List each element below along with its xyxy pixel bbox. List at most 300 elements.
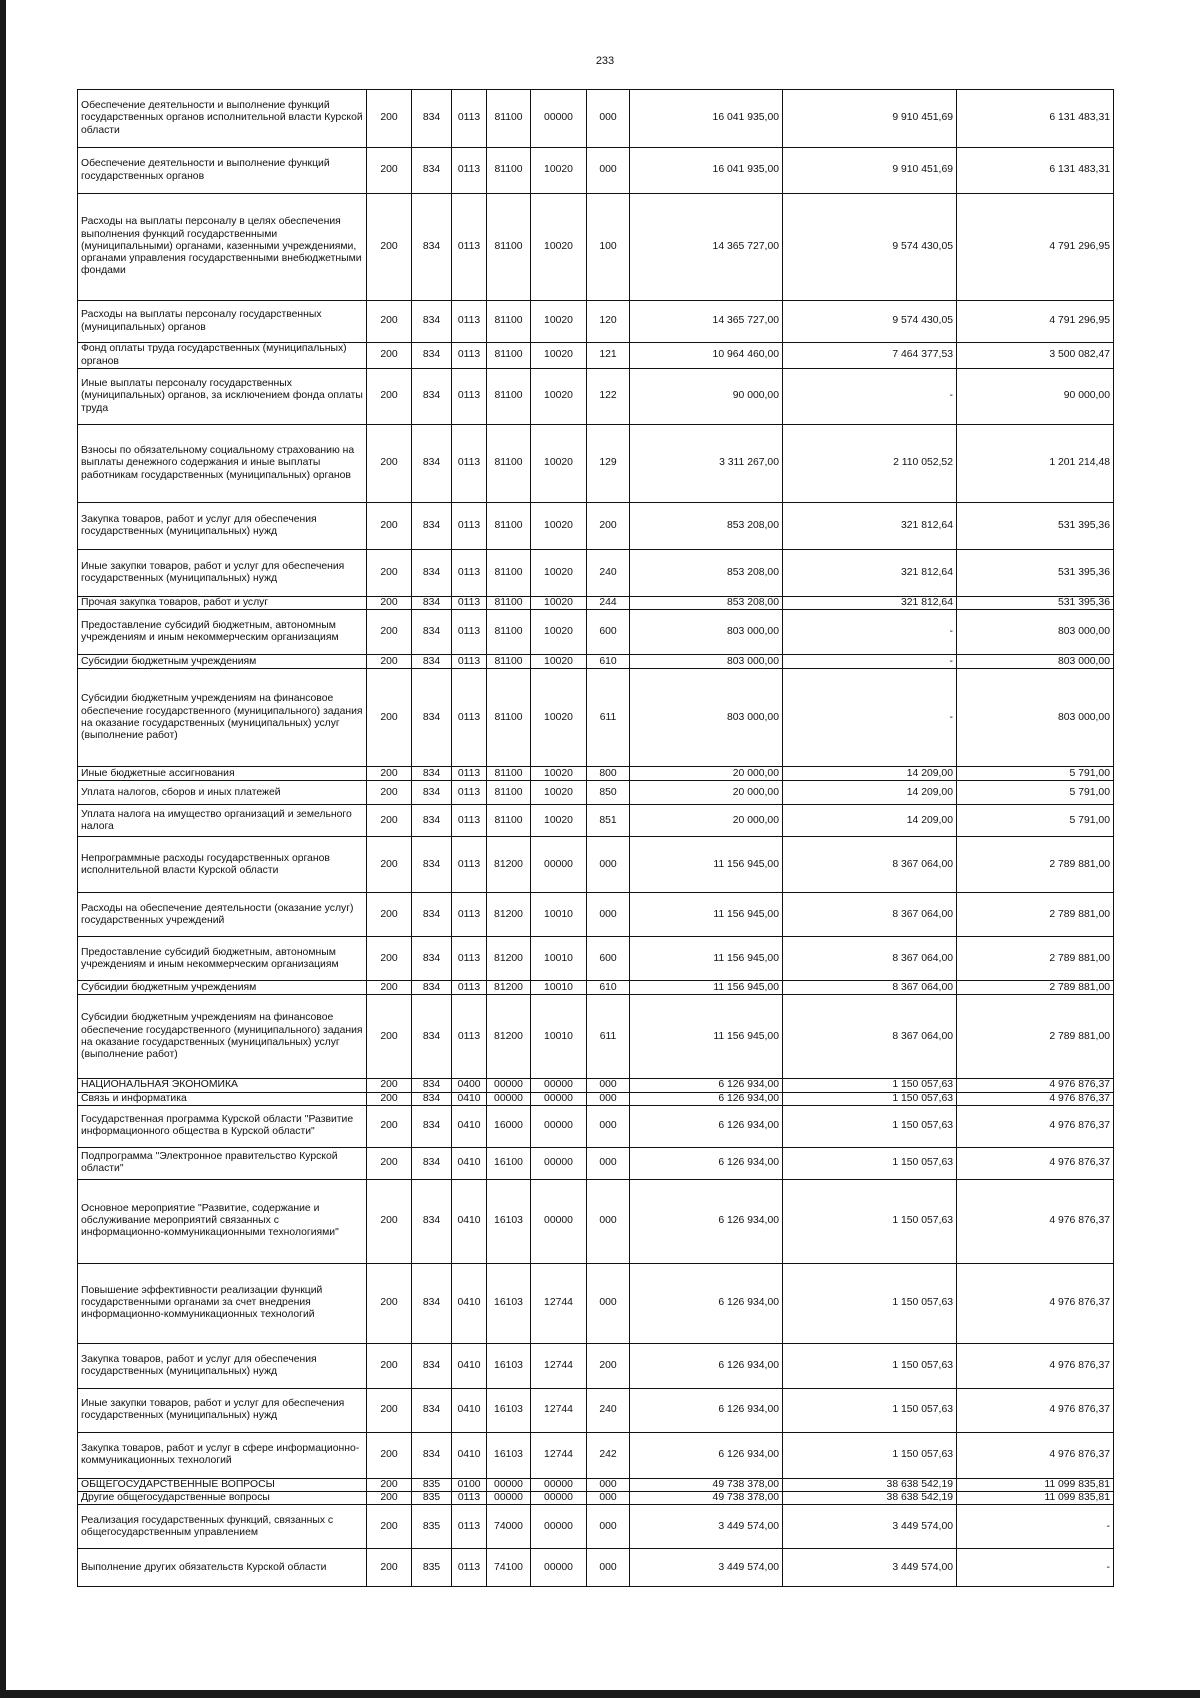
col-e: 00000 xyxy=(531,1179,587,1263)
row-name: Фонд оплаты труда государственных (муниципальных) органов xyxy=(78,343,367,369)
col-a: 200 xyxy=(367,1432,412,1478)
table-row xyxy=(78,610,1114,655)
col-f: 000 xyxy=(587,1079,630,1092)
col-e: 10010 xyxy=(531,981,587,995)
value-remainder: 4 976 876,37 xyxy=(957,1263,1114,1343)
col-d: 81100 xyxy=(487,503,531,550)
value-executed: 1 150 057,63 xyxy=(783,1388,957,1432)
scan-edge-bottom xyxy=(0,1690,1200,1698)
value-executed: 321 812,64 xyxy=(783,503,957,550)
col-c: 0113 xyxy=(452,995,487,1079)
budget-table xyxy=(77,89,1114,1587)
table-row xyxy=(78,937,1114,981)
col-b: 834 xyxy=(412,1432,452,1478)
row-name: НАЦИОНАЛЬНАЯ ЭКОНОМИКА xyxy=(78,1079,367,1092)
table-row xyxy=(78,655,1114,669)
col-f: 610 xyxy=(587,655,630,669)
value-plan: 6 126 934,00 xyxy=(630,1388,783,1432)
col-f: 000 xyxy=(587,893,630,937)
col-c: 0113 xyxy=(452,597,487,610)
row-name: Расходы на выплаты персоналу в целях обеспечения выполнения функций государственными (муниципальными) органами, казенными учреждениями, органами управления государственными внебюджетными фондами xyxy=(78,194,367,301)
col-b: 834 xyxy=(412,1079,452,1092)
table-row xyxy=(78,1549,1114,1587)
col-e: 00000 xyxy=(531,1505,587,1549)
col-c: 0100 xyxy=(452,1478,487,1491)
row-name: Иные бюджетные ассигнования xyxy=(78,767,367,781)
col-c: 0410 xyxy=(452,1179,487,1263)
value-remainder: 90 000,00 xyxy=(957,369,1114,425)
value-plan: 14 365 727,00 xyxy=(630,194,783,301)
value-executed: 9 574 430,05 xyxy=(783,301,957,343)
col-d: 81100 xyxy=(487,781,531,805)
row-name: Подпрограмма "Электронное правительство Курской области" xyxy=(78,1147,367,1179)
col-e: 00000 xyxy=(531,1105,587,1147)
col-a: 200 xyxy=(367,805,412,837)
col-f: 129 xyxy=(587,425,630,503)
value-executed: 8 367 064,00 xyxy=(783,981,957,995)
col-d: 81200 xyxy=(487,981,531,995)
col-e: 10010 xyxy=(531,995,587,1079)
row-name: Выполнение других обязательств Курской области xyxy=(78,1549,367,1587)
table-row xyxy=(78,597,1114,610)
col-f: 244 xyxy=(587,597,630,610)
value-plan: 11 156 945,00 xyxy=(630,995,783,1079)
value-executed: 321 812,64 xyxy=(783,597,957,610)
col-b: 834 xyxy=(412,194,452,301)
table-row xyxy=(78,995,1114,1079)
col-a: 200 xyxy=(367,1179,412,1263)
col-c: 0113 xyxy=(452,148,487,194)
value-executed: - xyxy=(783,610,957,655)
value-executed: 1 150 057,63 xyxy=(783,1105,957,1147)
col-f: 600 xyxy=(587,937,630,981)
value-executed: 38 638 542,19 xyxy=(783,1478,957,1491)
col-e: 00000 xyxy=(531,1079,587,1092)
col-d: 81100 xyxy=(487,805,531,837)
col-e: 12744 xyxy=(531,1263,587,1343)
value-remainder: 2 789 881,00 xyxy=(957,893,1114,937)
row-name: Взносы по обязательному социальному страхованию на выплаты денежного содержания и иные выплаты работникам государственных (муниципальных) органов xyxy=(78,425,367,503)
value-remainder: 2 789 881,00 xyxy=(957,981,1114,995)
col-f: 240 xyxy=(587,1388,630,1432)
table-row xyxy=(78,369,1114,425)
value-remainder: 11 099 835,81 xyxy=(957,1492,1114,1505)
col-c: 0410 xyxy=(452,1432,487,1478)
row-name: ОБЩЕГОСУДАРСТВЕННЫЕ ВОПРОСЫ xyxy=(78,1478,367,1491)
col-f: 121 xyxy=(587,343,630,369)
table-row xyxy=(78,837,1114,893)
value-plan: 3 311 267,00 xyxy=(630,425,783,503)
row-name: Другие общегосударственные вопросы xyxy=(78,1492,367,1505)
col-c: 0113 xyxy=(452,1505,487,1549)
value-executed: 8 367 064,00 xyxy=(783,937,957,981)
col-f: 000 xyxy=(587,837,630,893)
col-e: 10020 xyxy=(531,194,587,301)
col-b: 834 xyxy=(412,1263,452,1343)
value-executed: 8 367 064,00 xyxy=(783,893,957,937)
col-a: 200 xyxy=(367,503,412,550)
col-c: 0410 xyxy=(452,1147,487,1179)
col-d: 81200 xyxy=(487,995,531,1079)
table-row xyxy=(78,1263,1114,1343)
value-executed: 14 209,00 xyxy=(783,781,957,805)
row-name: Субсидии бюджетным учреждениям на финансовое обеспечение государственного (муниципального) задания на оказание государственных (муниципальных) услуг (выполнение работ) xyxy=(78,995,367,1079)
col-c: 0410 xyxy=(452,1092,487,1105)
col-e: 00000 xyxy=(531,1492,587,1505)
value-executed: 1 150 057,63 xyxy=(783,1092,957,1105)
value-remainder: 4 976 876,37 xyxy=(957,1179,1114,1263)
col-c: 0400 xyxy=(452,1079,487,1092)
value-remainder: 4 976 876,37 xyxy=(957,1092,1114,1105)
col-a: 200 xyxy=(367,425,412,503)
col-d: 81100 xyxy=(487,194,531,301)
value-remainder: 4 976 876,37 xyxy=(957,1147,1114,1179)
row-name: Непрограммные расходы государственных органов исполнительной власти Курской области xyxy=(78,837,367,893)
col-f: 000 xyxy=(587,1105,630,1147)
col-a: 200 xyxy=(367,995,412,1079)
col-c: 0113 xyxy=(452,937,487,981)
col-d: 16000 xyxy=(487,1105,531,1147)
col-b: 834 xyxy=(412,343,452,369)
row-name: Расходы на обеспечение деятельности (оказание услуг) государственных учреждений xyxy=(78,893,367,937)
col-a: 200 xyxy=(367,893,412,937)
col-f: 000 xyxy=(587,1549,630,1587)
value-executed: 3 449 574,00 xyxy=(783,1505,957,1549)
value-remainder: 4 791 296,95 xyxy=(957,194,1114,301)
col-b: 835 xyxy=(412,1492,452,1505)
col-d: 81100 xyxy=(487,597,531,610)
row-name: Прочая закупка товаров, работ и услуг xyxy=(78,597,367,610)
value-plan: 20 000,00 xyxy=(630,805,783,837)
table-row xyxy=(78,1079,1114,1092)
col-f: 000 xyxy=(587,90,630,148)
col-c: 0113 xyxy=(452,343,487,369)
col-d: 81100 xyxy=(487,550,531,597)
value-remainder: 803 000,00 xyxy=(957,655,1114,669)
table-row xyxy=(78,1343,1114,1388)
value-plan: 6 126 934,00 xyxy=(630,1179,783,1263)
col-a: 200 xyxy=(367,655,412,669)
col-d: 00000 xyxy=(487,1478,531,1491)
col-b: 834 xyxy=(412,1092,452,1105)
col-c: 0113 xyxy=(452,550,487,597)
col-a: 200 xyxy=(367,90,412,148)
col-a: 200 xyxy=(367,301,412,343)
col-c: 0113 xyxy=(452,369,487,425)
table-row xyxy=(78,1105,1114,1147)
col-f: 611 xyxy=(587,669,630,767)
value-remainder: 5 791,00 xyxy=(957,767,1114,781)
col-f: 200 xyxy=(587,1343,630,1388)
col-b: 835 xyxy=(412,1505,452,1549)
col-c: 0113 xyxy=(452,669,487,767)
col-f: 000 xyxy=(587,1478,630,1491)
table-row xyxy=(78,550,1114,597)
col-d: 16103 xyxy=(487,1263,531,1343)
row-name: Связь и информатика xyxy=(78,1092,367,1105)
value-remainder: - xyxy=(957,1549,1114,1587)
col-b: 834 xyxy=(412,610,452,655)
col-b: 834 xyxy=(412,669,452,767)
col-a: 200 xyxy=(367,1092,412,1105)
col-d: 00000 xyxy=(487,1492,531,1505)
row-name: Предоставление субсидий бюджетным, автономным учреждениям и иным некоммерческим организациям xyxy=(78,610,367,655)
col-c: 0113 xyxy=(452,610,487,655)
value-plan: 16 041 935,00 xyxy=(630,148,783,194)
col-a: 200 xyxy=(367,781,412,805)
table-row xyxy=(78,301,1114,343)
col-a: 200 xyxy=(367,1478,412,1491)
value-remainder: 2 789 881,00 xyxy=(957,937,1114,981)
col-d: 81100 xyxy=(487,767,531,781)
row-name: Закупка товаров, работ и услуг для обеспечения государственных (муниципальных) нужд xyxy=(78,503,367,550)
value-plan: 6 126 934,00 xyxy=(630,1432,783,1478)
table-row xyxy=(78,503,1114,550)
col-f: 000 xyxy=(587,1147,630,1179)
col-f: 000 xyxy=(587,1263,630,1343)
table-row xyxy=(78,425,1114,503)
value-plan: 6 126 934,00 xyxy=(630,1092,783,1105)
col-e: 00000 xyxy=(531,1478,587,1491)
row-name: Обеспечение деятельности и выполнение функций государственных органов исполнительной власти Курской области xyxy=(78,90,367,148)
col-d: 00000 xyxy=(487,1092,531,1105)
table-row xyxy=(78,1432,1114,1478)
col-f: 851 xyxy=(587,805,630,837)
col-b: 834 xyxy=(412,981,452,995)
col-a: 200 xyxy=(367,981,412,995)
col-d: 74100 xyxy=(487,1549,531,1587)
value-plan: 3 449 574,00 xyxy=(630,1505,783,1549)
table-row xyxy=(78,194,1114,301)
col-b: 834 xyxy=(412,805,452,837)
col-e: 10010 xyxy=(531,937,587,981)
col-b: 834 xyxy=(412,301,452,343)
col-d: 81100 xyxy=(487,669,531,767)
col-e: 10020 xyxy=(531,550,587,597)
table-row xyxy=(78,781,1114,805)
table-row xyxy=(78,1505,1114,1549)
value-remainder: 803 000,00 xyxy=(957,669,1114,767)
col-e: 10020 xyxy=(531,343,587,369)
col-b: 834 xyxy=(412,597,452,610)
col-d: 81100 xyxy=(487,90,531,148)
value-executed: 1 150 057,63 xyxy=(783,1432,957,1478)
row-name: Уплата налога на имущество организаций и земельного налога xyxy=(78,805,367,837)
col-c: 0113 xyxy=(452,767,487,781)
col-c: 0113 xyxy=(452,425,487,503)
col-f: 800 xyxy=(587,767,630,781)
col-c: 0113 xyxy=(452,655,487,669)
col-c: 0113 xyxy=(452,981,487,995)
value-plan: 853 208,00 xyxy=(630,503,783,550)
col-d: 81100 xyxy=(487,610,531,655)
col-b: 834 xyxy=(412,1147,452,1179)
col-e: 10020 xyxy=(531,805,587,837)
col-f: 000 xyxy=(587,1179,630,1263)
col-c: 0410 xyxy=(452,1343,487,1388)
row-name: Реализация государственных функций, связанных с общегосударственным управлением xyxy=(78,1505,367,1549)
col-c: 0113 xyxy=(452,805,487,837)
col-b: 834 xyxy=(412,1343,452,1388)
col-b: 834 xyxy=(412,90,452,148)
row-name: Закупка товаров, работ и услуг в сфере информационно-коммуникационных технологий xyxy=(78,1432,367,1478)
value-plan: 49 738 378,00 xyxy=(630,1492,783,1505)
table-row xyxy=(78,1478,1114,1491)
col-f: 242 xyxy=(587,1432,630,1478)
value-executed: - xyxy=(783,655,957,669)
col-f: 000 xyxy=(587,148,630,194)
col-d: 81100 xyxy=(487,425,531,503)
col-c: 0410 xyxy=(452,1105,487,1147)
col-e: 10020 xyxy=(531,148,587,194)
value-plan: 11 156 945,00 xyxy=(630,893,783,937)
table-row xyxy=(78,1492,1114,1505)
value-executed: - xyxy=(783,369,957,425)
col-b: 834 xyxy=(412,148,452,194)
value-executed: 14 209,00 xyxy=(783,805,957,837)
table-row xyxy=(78,893,1114,937)
col-f: 122 xyxy=(587,369,630,425)
value-executed: 9 910 451,69 xyxy=(783,148,957,194)
row-name: Уплата налогов, сборов и иных платежей xyxy=(78,781,367,805)
value-plan: 853 208,00 xyxy=(630,597,783,610)
value-plan: 11 156 945,00 xyxy=(630,937,783,981)
col-a: 200 xyxy=(367,1263,412,1343)
value-plan: 6 126 934,00 xyxy=(630,1105,783,1147)
col-e: 00000 xyxy=(531,1092,587,1105)
table-row xyxy=(78,805,1114,837)
value-remainder: 1 201 214,48 xyxy=(957,425,1114,503)
value-executed: 1 150 057,63 xyxy=(783,1179,957,1263)
col-e: 10020 xyxy=(531,597,587,610)
col-b: 834 xyxy=(412,655,452,669)
value-remainder: 5 791,00 xyxy=(957,805,1114,837)
value-remainder: 4 976 876,37 xyxy=(957,1079,1114,1092)
table-row xyxy=(78,1092,1114,1105)
col-b: 834 xyxy=(412,550,452,597)
value-executed: 38 638 542,19 xyxy=(783,1492,957,1505)
col-e: 10020 xyxy=(531,369,587,425)
col-f: 000 xyxy=(587,1505,630,1549)
value-executed: 1 150 057,63 xyxy=(783,1343,957,1388)
value-plan: 6 126 934,00 xyxy=(630,1263,783,1343)
col-d: 81100 xyxy=(487,655,531,669)
value-remainder: - xyxy=(957,1505,1114,1549)
row-name: Иные закупки товаров, работ и услуг для обеспечения государственных (муниципальных) нужд xyxy=(78,550,367,597)
col-d: 74000 xyxy=(487,1505,531,1549)
value-remainder: 6 131 483,31 xyxy=(957,148,1114,194)
col-f: 611 xyxy=(587,995,630,1079)
table-row xyxy=(78,669,1114,767)
row-name: Субсидии бюджетным учреждениям xyxy=(78,981,367,995)
value-plan: 6 126 934,00 xyxy=(630,1079,783,1092)
value-remainder: 2 789 881,00 xyxy=(957,995,1114,1079)
col-a: 200 xyxy=(367,1343,412,1388)
row-name: Субсидии бюджетным учреждениям xyxy=(78,655,367,669)
col-b: 834 xyxy=(412,893,452,937)
col-c: 0113 xyxy=(452,301,487,343)
col-f: 000 xyxy=(587,1492,630,1505)
value-remainder: 5 791,00 xyxy=(957,781,1114,805)
col-a: 200 xyxy=(367,669,412,767)
col-e: 10020 xyxy=(531,425,587,503)
scan-edge-left xyxy=(0,0,6,1698)
col-d: 81100 xyxy=(487,301,531,343)
col-d: 81200 xyxy=(487,837,531,893)
col-c: 0113 xyxy=(452,781,487,805)
value-plan: 49 738 378,00 xyxy=(630,1478,783,1491)
col-c: 0113 xyxy=(452,194,487,301)
col-e: 00000 xyxy=(531,837,587,893)
col-c: 0113 xyxy=(452,893,487,937)
col-c: 0113 xyxy=(452,837,487,893)
value-executed: 7 464 377,53 xyxy=(783,343,957,369)
row-name: Субсидии бюджетным учреждениям на финансовое обеспечение государственного (муниципального) задания на оказание государственных (муниципальных) услуг (выполнение работ) xyxy=(78,669,367,767)
value-remainder: 4 976 876,37 xyxy=(957,1432,1114,1478)
value-plan: 14 365 727,00 xyxy=(630,301,783,343)
table-row xyxy=(78,981,1114,995)
col-c: 0113 xyxy=(452,503,487,550)
col-a: 200 xyxy=(367,837,412,893)
row-name: Обеспечение деятельности и выполнение функций государственных органов xyxy=(78,148,367,194)
col-d: 81100 xyxy=(487,343,531,369)
col-f: 100 xyxy=(587,194,630,301)
table-row xyxy=(78,148,1114,194)
table-row xyxy=(78,90,1114,148)
col-b: 834 xyxy=(412,767,452,781)
row-name: Закупка товаров, работ и услуг для обеспечения государственных (муниципальных) нужд xyxy=(78,1343,367,1388)
col-f: 240 xyxy=(587,550,630,597)
value-remainder: 4 791 296,95 xyxy=(957,301,1114,343)
value-executed: 9 910 451,69 xyxy=(783,90,957,148)
col-b: 835 xyxy=(412,1478,452,1491)
col-d: 81200 xyxy=(487,937,531,981)
value-executed: 2 110 052,52 xyxy=(783,425,957,503)
row-name: Государственная программа Курской области "Развитие информационного общества в Курской области" xyxy=(78,1105,367,1147)
table-row xyxy=(78,343,1114,369)
col-a: 200 xyxy=(367,937,412,981)
value-remainder: 11 099 835,81 xyxy=(957,1478,1114,1491)
col-a: 200 xyxy=(367,369,412,425)
value-executed: 8 367 064,00 xyxy=(783,995,957,1079)
value-remainder: 4 976 876,37 xyxy=(957,1343,1114,1388)
page-number: 233 xyxy=(595,55,615,67)
col-e: 10010 xyxy=(531,893,587,937)
value-executed: 1 150 057,63 xyxy=(783,1263,957,1343)
col-f: 120 xyxy=(587,301,630,343)
col-e: 10020 xyxy=(531,503,587,550)
col-b: 834 xyxy=(412,995,452,1079)
value-executed: 321 812,64 xyxy=(783,550,957,597)
col-a: 200 xyxy=(367,597,412,610)
col-c: 0410 xyxy=(452,1388,487,1432)
col-a: 200 xyxy=(367,194,412,301)
row-name: Расходы на выплаты персоналу государственных (муниципальных) органов xyxy=(78,301,367,343)
value-executed: 1 150 057,63 xyxy=(783,1147,957,1179)
value-plan: 20 000,00 xyxy=(630,781,783,805)
value-plan: 853 208,00 xyxy=(630,550,783,597)
row-name: Предоставление субсидий бюджетным, автономным учреждениям и иным некоммерческим организациям xyxy=(78,937,367,981)
value-executed: 3 449 574,00 xyxy=(783,1549,957,1587)
col-b: 834 xyxy=(412,837,452,893)
col-b: 834 xyxy=(412,937,452,981)
value-plan: 803 000,00 xyxy=(630,610,783,655)
col-e: 12744 xyxy=(531,1432,587,1478)
col-f: 850 xyxy=(587,781,630,805)
value-remainder: 3 500 082,47 xyxy=(957,343,1114,369)
col-a: 200 xyxy=(367,610,412,655)
value-plan: 20 000,00 xyxy=(630,767,783,781)
